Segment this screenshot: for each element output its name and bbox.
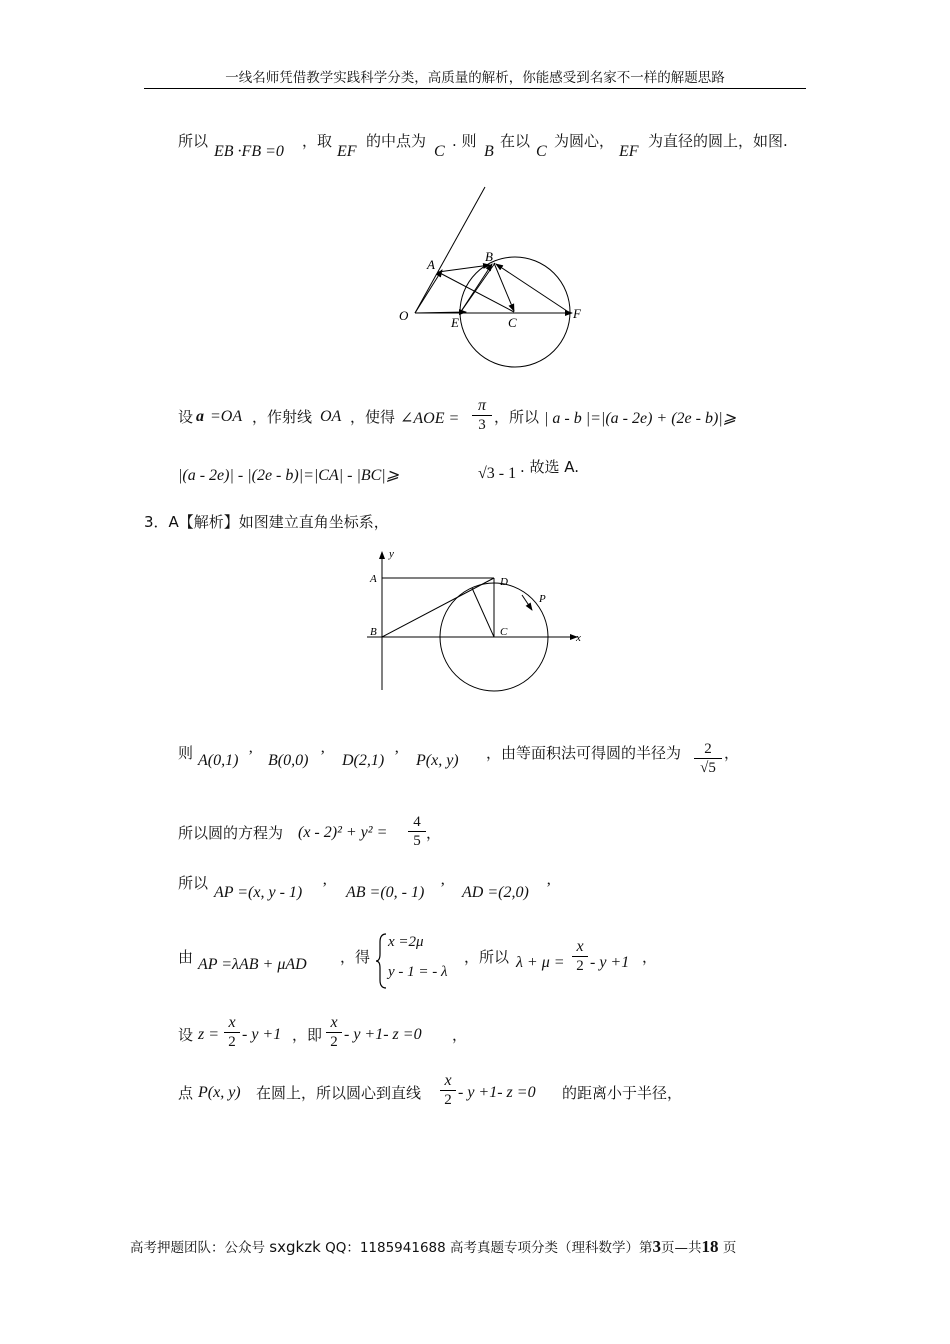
- segment-ac: [438, 272, 514, 312]
- footer-end: 页: [722, 1240, 737, 1256]
- footer-series: 高考真题专项分类（理科数学）第: [450, 1240, 653, 1256]
- math: A(0,1): [198, 752, 239, 769]
- numerator: π: [472, 397, 492, 416]
- math: z =: [198, 1026, 220, 1043]
- label-y: y: [389, 548, 394, 560]
- numerator: 2: [694, 740, 722, 759]
- math: AB =(0, - 1): [346, 884, 425, 901]
- math: B: [484, 143, 494, 160]
- math: EF: [619, 143, 639, 160]
- page-number: 3: [652, 1237, 662, 1256]
- math: C: [536, 143, 547, 160]
- fraction-x-2: [572, 938, 588, 975]
- denominator: 2: [330, 1034, 338, 1050]
- text: 的距离小于半径，: [562, 1084, 683, 1102]
- segment-bd: [382, 578, 494, 637]
- denominator: 2: [576, 958, 584, 974]
- text: ，使得: [350, 408, 396, 426]
- numerator: x: [224, 1014, 240, 1033]
- text: ，由等面积法可得圆的半径为: [486, 744, 682, 762]
- ray-oa: [415, 187, 485, 313]
- text: ，作射线: [252, 408, 313, 426]
- question-3-heading: 3．A【解析】如图建立直角坐标系，: [144, 513, 389, 531]
- text: ，即: [292, 1026, 323, 1044]
- text: . 故选 A.: [520, 458, 580, 476]
- brace-icon: [376, 932, 388, 990]
- label-o: O: [399, 308, 409, 323]
- math: |(a - 2e)| - |(2e - b)|=|CA| - |BC|⩾: [178, 467, 400, 484]
- text: . 则: [452, 132, 477, 150]
- fraction-4-5: [408, 813, 426, 850]
- label-x: x: [576, 632, 581, 644]
- numerator: x: [326, 1014, 342, 1033]
- footer-qq: QQ：1185941688: [325, 1240, 446, 1256]
- figure-coordinate-circle: [362, 548, 592, 698]
- math-sqrt: √3 - 1: [478, 465, 517, 482]
- text: ，所以: [494, 408, 540, 426]
- text: ，所以: [464, 948, 510, 966]
- text: 在以: [500, 132, 531, 150]
- sep: ’: [320, 748, 326, 765]
- math: λ + μ =: [516, 954, 565, 971]
- text: 的中点为: [366, 132, 427, 150]
- denominator: 2: [444, 1092, 452, 1108]
- text: 为直径的圆上，如图.: [648, 132, 788, 150]
- vector-ab: [438, 265, 490, 272]
- math: (x - 2)² + y² =: [298, 824, 388, 841]
- fraction-x-2: [224, 1014, 240, 1051]
- denominator: 5: [413, 833, 421, 849]
- math: - y +1: [590, 954, 630, 971]
- vector-fb: [496, 264, 570, 313]
- text: ，: [426, 824, 442, 842]
- header-rule: [144, 88, 806, 89]
- denominator: 3: [478, 417, 486, 433]
- fraction-radius: [694, 740, 722, 777]
- math: D(2,1): [342, 752, 385, 769]
- vector-bc: [494, 263, 514, 311]
- math: EF: [337, 143, 357, 160]
- math: AP =(x, y - 1): [214, 884, 303, 901]
- text: ，得: [340, 948, 371, 966]
- text: ，: [724, 744, 740, 762]
- math: AD =(2,0): [462, 884, 529, 901]
- label-e: E: [451, 315, 459, 330]
- math: B(0,0): [268, 752, 309, 769]
- text: ，: [452, 1026, 468, 1044]
- text: 则: [178, 744, 194, 762]
- text: 由: [178, 948, 194, 966]
- sep: ’: [394, 748, 400, 765]
- label-d: D: [500, 576, 508, 588]
- fraction-x-2: [440, 1072, 456, 1109]
- footer-mid: 页—共: [661, 1240, 702, 1256]
- math: ∠AOE =: [400, 410, 460, 427]
- math: P(x, y): [416, 752, 459, 769]
- denominator: 2: [228, 1034, 236, 1050]
- math: C: [434, 143, 445, 160]
- text: 点: [178, 1084, 194, 1102]
- footer-account: sxgkzk: [269, 1238, 321, 1256]
- math: P(x, y): [198, 1084, 241, 1101]
- text: 为圆心，: [554, 132, 615, 150]
- text: 所以圆的方程为: [178, 824, 284, 842]
- text: ，: [642, 948, 658, 966]
- denominator: √5: [700, 760, 716, 776]
- math: OA: [320, 408, 342, 425]
- math: AP =λAB + μAD: [198, 956, 307, 973]
- system-line-2: y - 1 = - λ: [388, 964, 448, 980]
- label-b: B: [370, 626, 377, 638]
- sep: ’: [248, 748, 254, 765]
- math: - y +1: [242, 1026, 282, 1043]
- sep: ’: [322, 880, 328, 897]
- math: a: [196, 408, 204, 425]
- math: - y +1- z =0: [458, 1084, 536, 1101]
- math: - y +1- z =0: [344, 1026, 422, 1043]
- system-line-1: x =2μ: [388, 934, 424, 950]
- label-c: C: [500, 626, 508, 638]
- math: | a - b |=|(a - 2e) + (2e - b)|⩾: [544, 410, 737, 427]
- fraction-pi-3: [472, 397, 492, 434]
- sep: ’: [440, 880, 446, 897]
- numerator: x: [572, 938, 588, 957]
- label-a: A: [427, 257, 435, 272]
- vector-oa: [415, 270, 442, 313]
- text: 设: [178, 1026, 194, 1044]
- segment-radius: [472, 588, 494, 637]
- label-f: F: [573, 306, 581, 321]
- text: 设: [178, 408, 194, 426]
- numerator: x: [440, 1072, 456, 1091]
- text: 所以: [178, 132, 209, 150]
- circle: [460, 257, 570, 367]
- label-p: P: [539, 593, 546, 605]
- page-footer: [130, 1236, 820, 1257]
- fraction-x-2: [326, 1014, 342, 1051]
- figure-vectors-circle: [390, 180, 600, 370]
- label-c: C: [508, 315, 517, 330]
- math: EB ·FB =0: [214, 143, 284, 160]
- text: ，取: [302, 132, 333, 150]
- math: =OA: [210, 408, 243, 425]
- footer-team: 高考押题团队：公众号: [130, 1240, 265, 1256]
- text: 在圆上，所以圆心到直线: [256, 1084, 422, 1102]
- text: 所以: [178, 874, 209, 892]
- page-total: 18: [701, 1237, 719, 1256]
- page-header: 一线名师凭借教学实践科学分类，高质量的解析，你能感受到名家不一样的解题思路: [225, 70, 725, 86]
- numerator: 4: [408, 813, 426, 832]
- label-a: A: [370, 573, 377, 585]
- label-b: B: [485, 249, 493, 264]
- sep: ’: [546, 880, 552, 897]
